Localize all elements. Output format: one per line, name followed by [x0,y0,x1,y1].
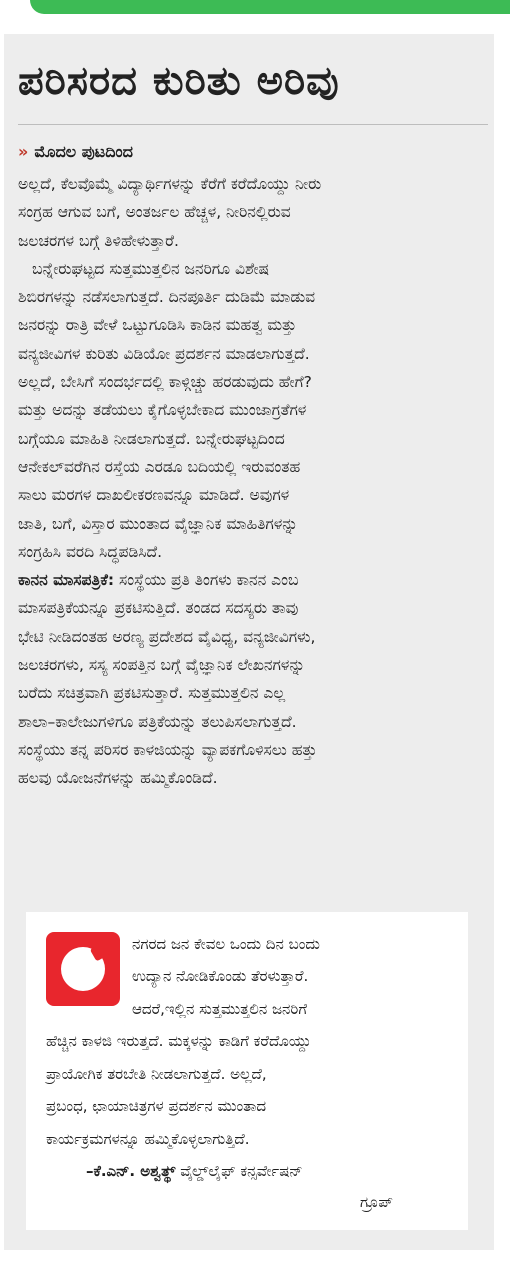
logo-icon [46,932,120,1006]
body-line: ಆನೇಕಲ್‌ವರೆಗಿನ ರಸ್ತೆಯ ಎರಡೂ ಬದಿಯಲ್ಲಿ ಇರುವಂತಹ [18,457,301,476]
quote-line: ಕಾರ್ಯಕ್ರಮಗಳನ್ನೂ ಹಮ್ಮಿಕೊಳ್ಳಲಾಗುತ್ತಿದೆ. [46,1130,250,1148]
pull-quote-box [26,912,468,1230]
body-line: ಹಲವು ಯೋಜನೆಗಳನ್ನು ಹಮ್ಮಿಕೊಂಡಿದೆ. [18,769,218,788]
subhead-line [18,566,488,594]
body-line: ವನ್ಯಜೀವಿಗಳ ಕುರಿತು ವಿಡಿಯೋ ಪ್ರದರ್ಶನ ಮಾಡಲಾಗುತ್ತದೆ. [18,344,310,363]
body-line: ಬನ್ನೇರುಘಟ್ಟದ ಸುತ್ತಮುತ್ತಲಿನ ಜನರಿಗೂ ವಿಶೇಷ [32,259,270,278]
body-line: ಜಲಚರಗಳು, ಸಸ್ಯ ಸಂಪತ್ತಿನ ಬಗ್ಗೆ ವೈಜ್ಞಾನಿಕ ಲೇಖನಗಳನ್ನು [18,656,305,675]
body-line: ಬರೆದು ಸಚಿತ್ರವಾಗಿ ಪ್ರಕಟಿಸುತ್ತಾರೆ. ಸುತ್ತಮುತ್ತಲಿನ ಎಲ್ಲ [18,684,286,703]
article-body [18,170,488,793]
subhead-line-rest: ಸಂಸ್ಥೆಯು ಪ್ರತಿ ತಿಂಗಳು ಕಾನನ ಎಂಬ [114,571,299,590]
body-line: ಭೇಟಿ ನೀಡಿದಂತಹ ಅರಣ್ಯ ಪ್ರದೇಶದ ವೈವಿಧ್ಯ, ವನ್ಯಜೀವಿಗಳು, [18,627,316,646]
top-accent-band [30,0,510,14]
quote-attribution [86,1155,303,1188]
continued-from-label [18,142,133,162]
section-subhead: ಕಾನನ ಮಾಸಪತ್ರಿಕೆ: [18,571,115,590]
body-line: ಜನರನ್ನು ರಾತ್ರಿ ವೇಳೆ ಒಟ್ಟುಗೂಡಿಸಿ ಕಾಡಿನ ಮಹತ್ವ ಮತ್ತು [18,316,297,335]
quote-line: ಉದ್ಯಾನ ನೋಡಿಕೊಂಡು ತೆರಳುತ್ತಾರೆ. [132,967,309,985]
body-line: ಸಂಗ್ರಹಿಸಿ ವರದಿ ಸಿದ್ಧಪಡಿಸಿದೆ. [18,542,163,561]
quote-line: ಪ್ರಬಂಧ, ಛಾಯಾಚಿತ್ರಗಳ ಪ್ರದರ್ಶನ ಮುಂತಾದ [46,1097,267,1115]
quote-line: ಹೆಚ್ಚಿನ ಕಾಳಜಿ ಇರುತ್ತದೆ. ಮಕ್ಕಳನ್ನು ಕಾಡಿಗೆ ಕರೆದೊಯ್ದು [46,1032,312,1050]
continued-text: ಮೊದಲ ಪುಟದಿಂದ [34,142,133,161]
headline-divider [18,124,488,125]
body-line: ಸಾಲು ಮರಗಳ ದಾಖಲೀಕರಣವನ್ನೂ ಮಾಡಿದೆ. ಅವುಗಳ [18,486,290,505]
quote-line: ಪ್ರಾಯೋಗಿಕ ತರಬೇತಿ ನೀಡಲಾಗುತ್ತದೆ. ಅಲ್ಲದೆ, [46,1065,267,1083]
quote-org-continued: ಗ್ರೂಪ್ [360,1193,393,1211]
body-line: ಮತ್ತು ಅದನ್ನು ತಡೆಯಲು ಕೈಗೊಳ್ಳಬೇಕಾದ ಮುಂಜಾಗ್ರತೆಗಳ [18,401,307,420]
quote-author: –ಕೆ.ಎನ್. ಅಶ್ವತ್ಥ್ [86,1162,176,1180]
body-line: ಶಾಲಾ–ಕಾಲೇಜುಗಳಿಗೂ ಪತ್ರಿಕೆಯನ್ನು ತಲುಪಿಸಲಾಗುತ್ತದೆ. [18,712,297,731]
body-line: ಬಗ್ಗೆಯೂ ಮಾಹಿತಿ ನೀಡಲಾಗುತ್ತದೆ. ಬನ್ನೇರುಘಟ್ಟದಿಂದ [18,429,285,448]
body-line: ಶಿಬಿರಗಳನ್ನು ನಡೆಸಲಾಗುತ್ತದೆ. ದಿನಪೂರ್ತಿ ದುಡಿಮೆ ಮಾಡುವ [18,288,316,307]
continued-marker: » [18,142,29,161]
quote-line: ಆದರೆ,ಇಲ್ಲಿನ ಸುತ್ತಮುತ್ತಲಿನ ಜನರಿಗೆ [132,1000,308,1018]
body-line: ಜಾತಿ, ಬಗೆ, ವಿಸ್ತಾರ ಮುಂತಾದ ವೈಜ್ಞಾನಿಕ ಮಾಹಿತಿಗಳನ್ನು [18,514,298,533]
body-line: ಸಂಸ್ಥೆಯು ತನ್ನ ಪರಿಸರ ಕಾಳಜಿಯನ್ನು ವ್ಯಾಪಕಗೊಳಿಸಲು ಹತ್ತು [18,740,317,759]
quote-org: ವೈಲ್ಡ್‌ಲೈಫ್ ಕನ್ಸರ್ವೇಷನ್ [175,1162,303,1180]
quote-line: ನಗರದ ಜನ ಕೇವಲ ಒಂದು ದಿನ ಬಂದು [132,935,320,953]
article-headline: ಪರಿಸರದ ಕುರಿತು ಅರಿವು [18,58,340,104]
body-line: ಅಲ್ಲದೆ, ಕೆಲವೊಮ್ಮೆ ವಿದ್ಯಾರ್ಥಿಗಳನ್ನು ಕೆರೆಗೆ ಕರೆದೊಯ್ದು ನೀರು [18,175,322,193]
body-line: ಸಂಗ್ರಹ ಆಗುವ ಬಗೆ, ಅಂತರ್ಜಲ ಹೆಚ್ಚಳ, ನೀರಿನಲ್ಲಿರುವ [18,203,291,222]
body-line: ಜಲಚರಗಳ ಬಗ್ಗೆ ತಿಳಿಹೇಳುತ್ತಾರೆ. [18,231,179,250]
body-line: ಅಲ್ಲದೆ, ಬೇಸಿಗೆ ಸಂದರ್ಭದಲ್ಲಿ ಕಾಳ್ಗಿಚ್ಚು ಹರಡುವುದು ಹೇಗೆ? [18,373,312,392]
body-line: ಮಾಸಪತ್ರಿಕೆಯನ್ನೂ ಪ್ರಕಟಿಸುತ್ತಿದೆ. ತಂಡದ ಸದಸ್ಯರು ತಾವು [18,599,299,618]
